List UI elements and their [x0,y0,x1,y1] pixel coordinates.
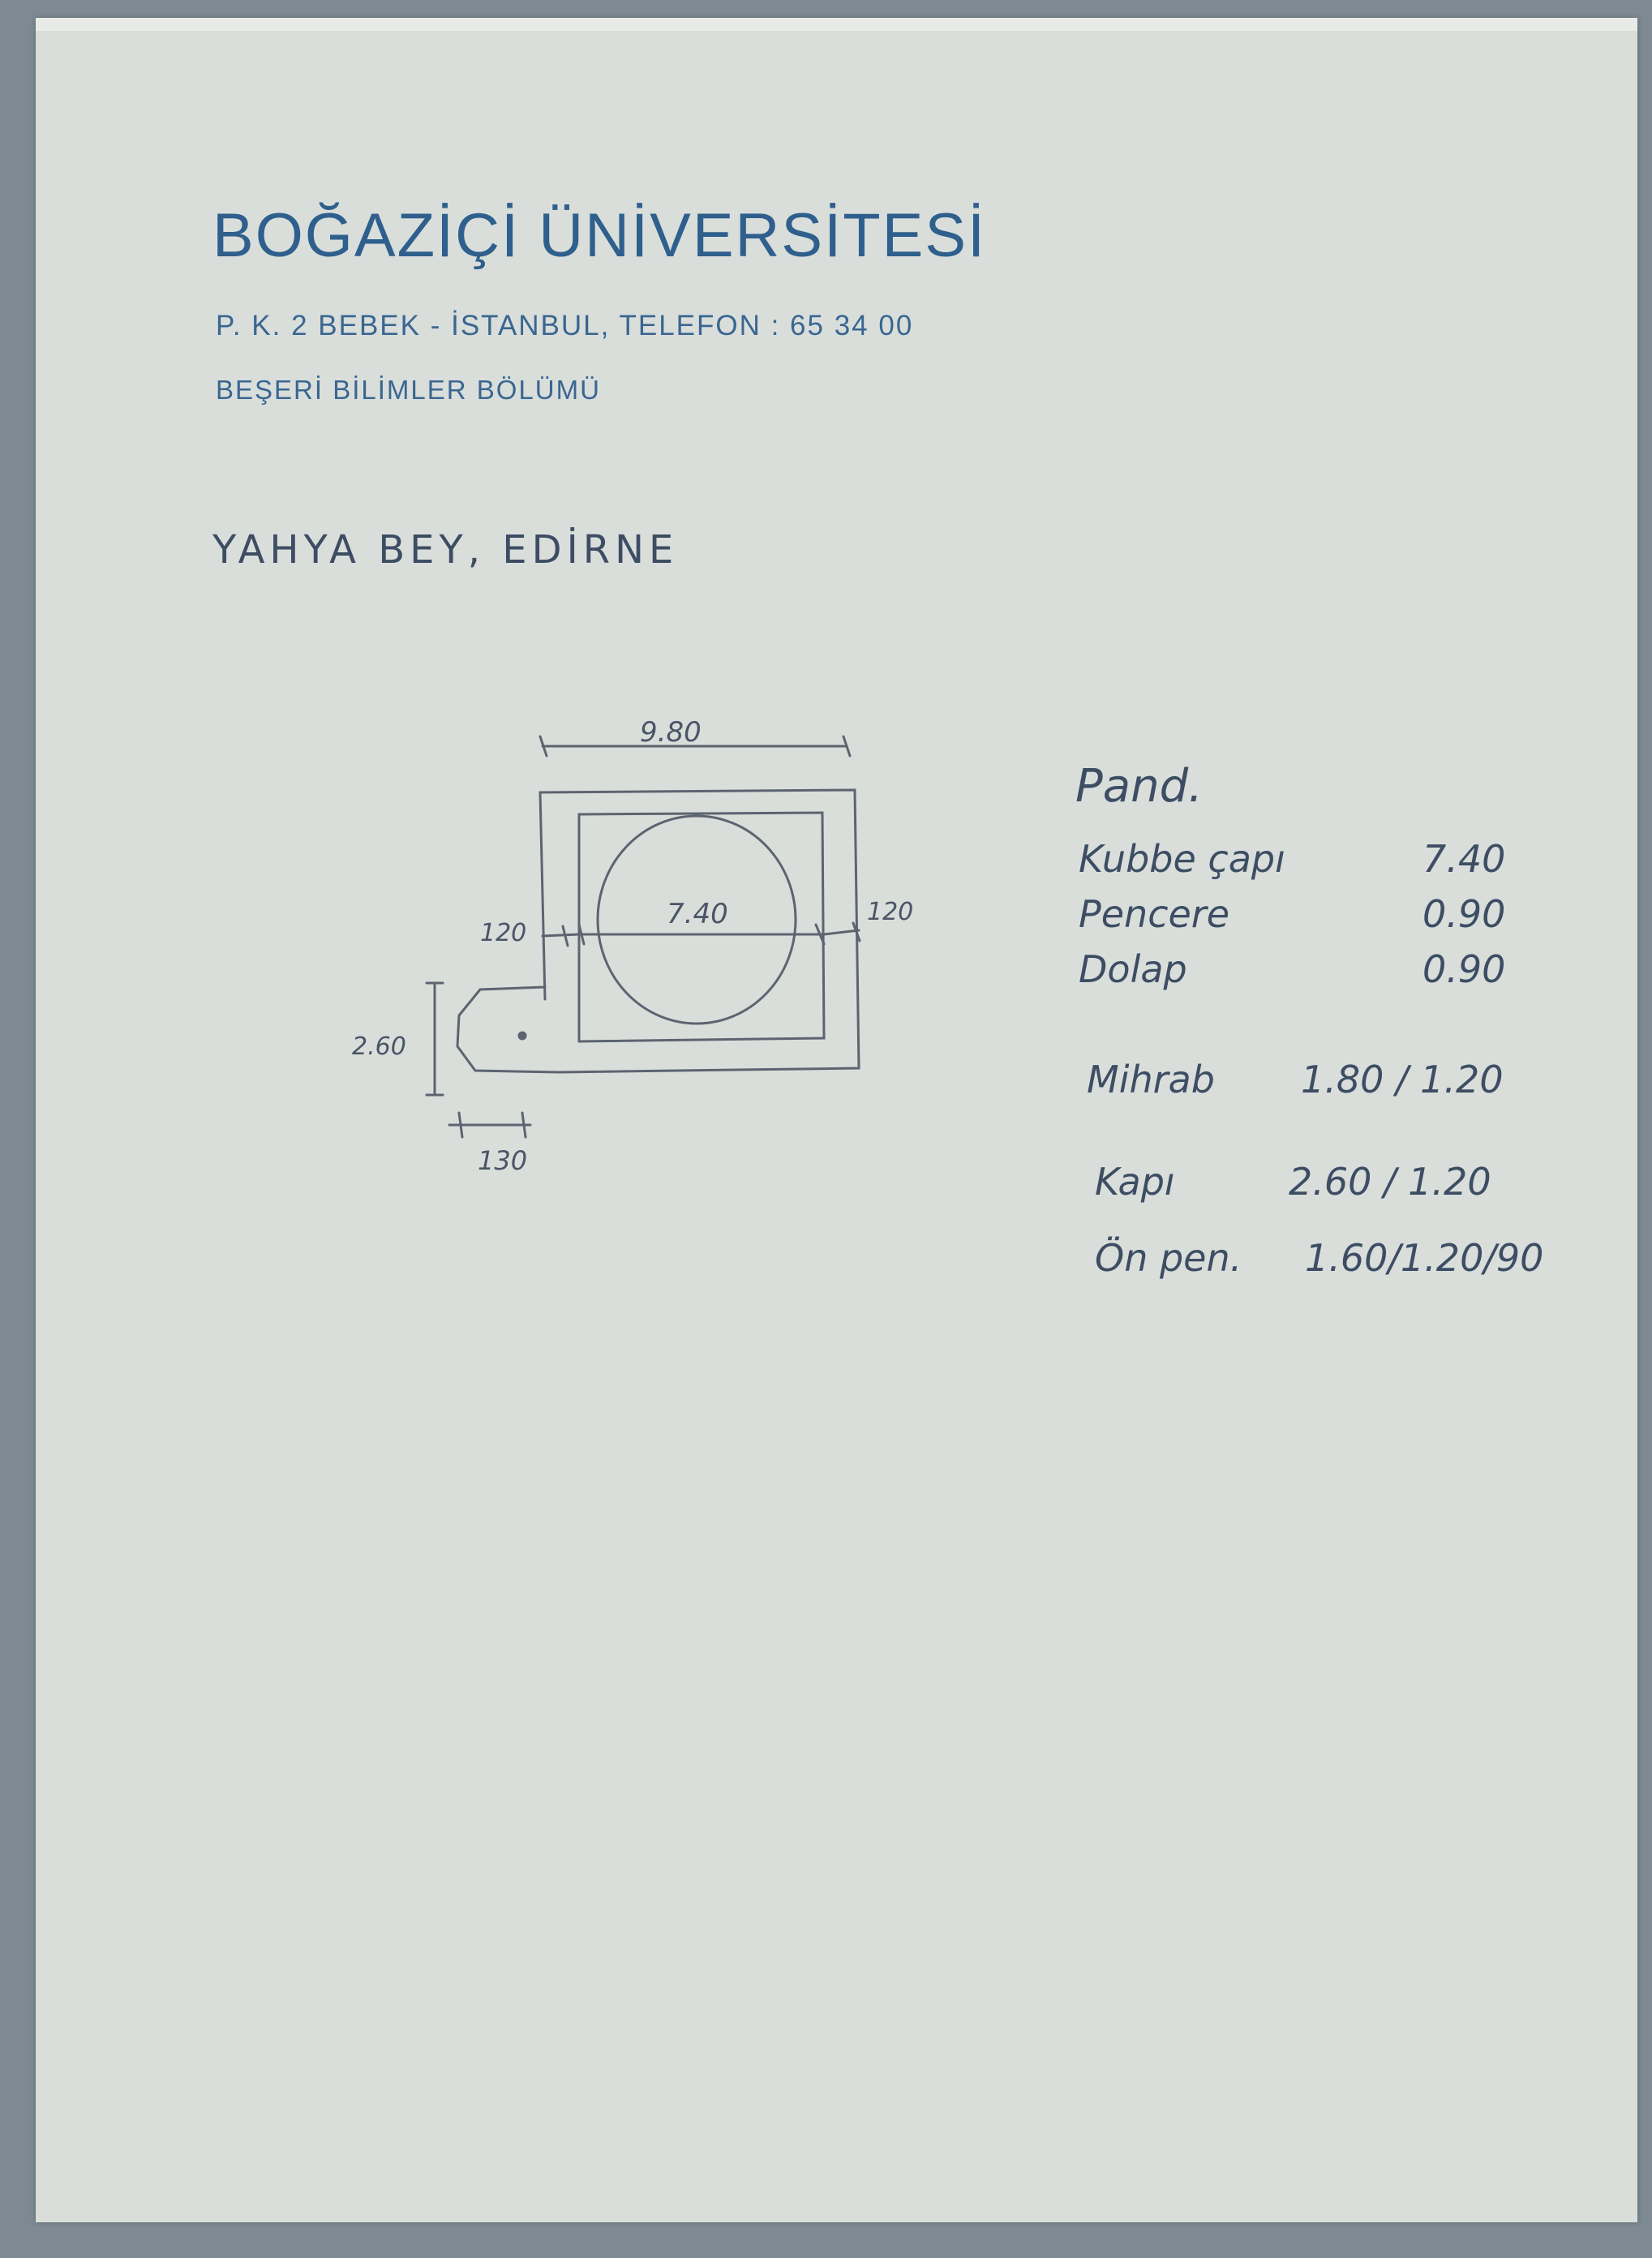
note-label-cupboard: Dolap [1079,947,1187,991]
note-value-window: 0.90 [1422,892,1506,936]
dome-label: 7.40 [667,898,728,930]
note-value-cupboard: 0.90 [1422,947,1506,991]
letterhead-address: P. K. 2 BEBEK - İSTANBUL, TELEFON : 65 34 00 [216,310,914,341]
right-wall-label: 120 [867,898,914,926]
letterhead-institution: BOĞAZİÇİ ÜNİVERSİTESİ [212,201,987,270]
annex-height-label: 2.60 [352,1032,406,1061]
notes-heading: Pand. [1075,760,1203,813]
note-label-window: Pencere [1079,892,1229,936]
handwritten-heading: YAHYA BEY, EDİRNE [212,527,679,573]
outer-wall-outline [540,790,859,1072]
floor-plan-sketch [328,707,976,1210]
note-value-door: 2.60 / 1.20 [1289,1160,1491,1204]
left-wall-label: 120 [480,919,527,947]
note-label-front-window: Ön pen. [1095,1236,1242,1280]
note-label-dome-diameter: Kubbe çapı [1079,837,1285,881]
letterhead-department: BEŞERİ BİLİMLER BÖLÜMÜ [216,375,601,405]
annex-depth-label: 130 [478,1145,528,1176]
note-value-mihrab: 1.80 / 1.20 [1301,1058,1504,1101]
paper-top-edge [36,18,1637,31]
document-page [36,18,1637,2222]
width-label: 9.80 [640,716,702,749]
note-value-front-window: 1.60/1.20/90 [1305,1236,1544,1280]
note-label-door: Kapı [1095,1160,1175,1204]
note-label-mihrab: Mihrab [1087,1058,1215,1101]
annex-outline [457,987,559,1072]
note-value-dome-diameter: 7.40 [1422,837,1506,881]
